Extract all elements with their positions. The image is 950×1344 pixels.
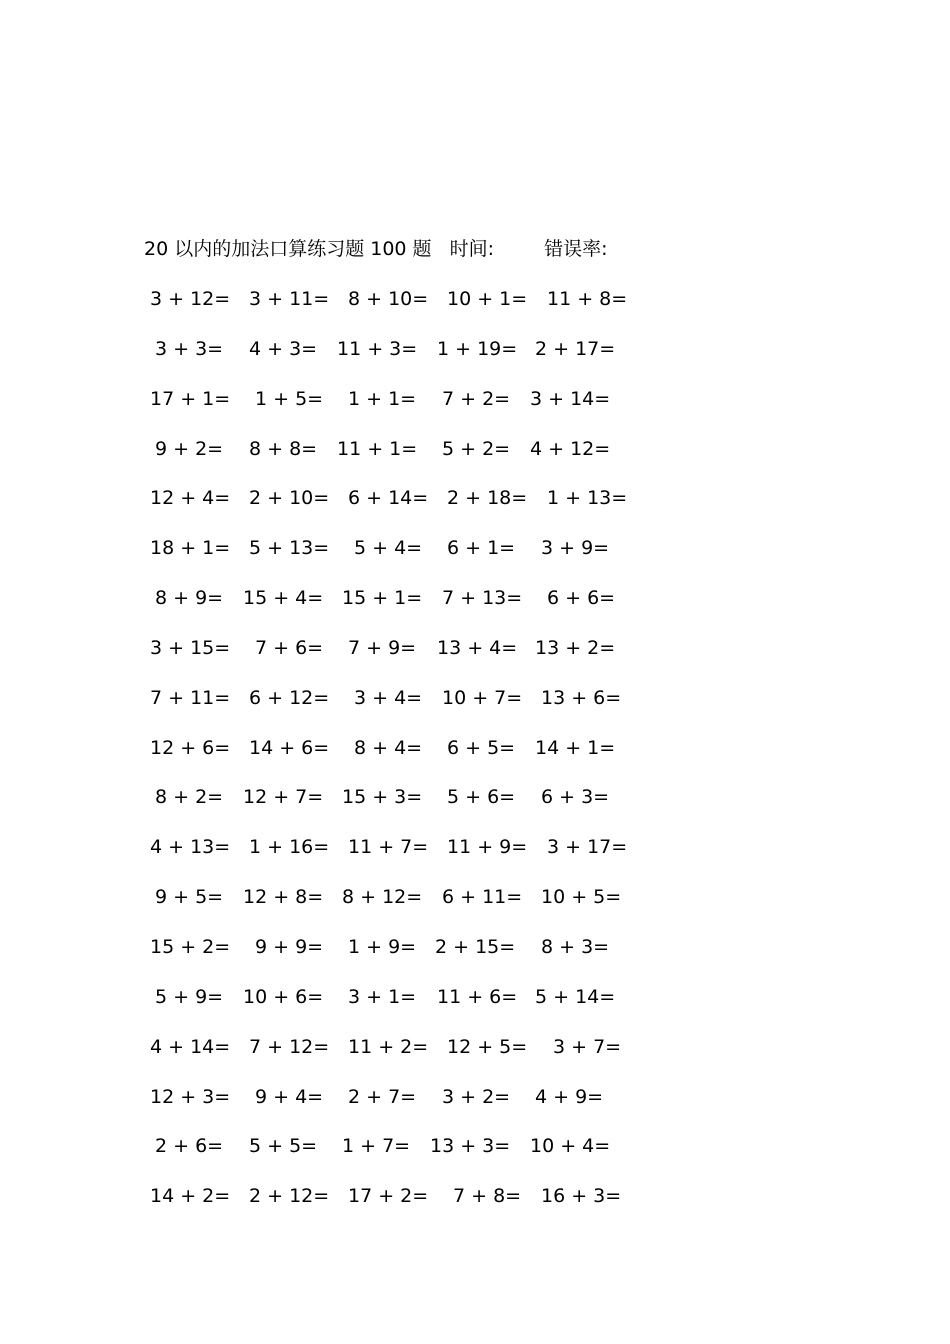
- problem-grid: [146, 286, 666, 1233]
- problem-item: 4 + 3=: [249, 337, 318, 360]
- problem-row: [146, 635, 666, 685]
- problem-item: 6 + 11=: [442, 886, 523, 909]
- problem-item: 4 + 9=: [535, 1085, 604, 1108]
- problem-item: 4 + 12=: [530, 437, 611, 460]
- time-label: 时间:: [449, 238, 495, 260]
- problem-item: 1 + 19=: [437, 337, 518, 360]
- problem-item: 9 + 9=: [255, 935, 324, 958]
- problem-item: 6 + 5=: [447, 736, 516, 759]
- problem-item: 13 + 6=: [541, 686, 622, 709]
- problem-item: 15 + 2=: [150, 935, 231, 958]
- problem-row: [146, 1183, 666, 1233]
- problem-item: 12 + 5=: [447, 1035, 528, 1058]
- problem-item: 1 + 5=: [255, 387, 324, 410]
- problem-row: [146, 934, 666, 984]
- problem-item: 6 + 1=: [447, 537, 516, 560]
- problem-item: 10 + 5=: [541, 886, 622, 909]
- problem-row: [146, 1084, 666, 1134]
- problem-row: [146, 884, 666, 934]
- worksheet-header: [144, 236, 607, 262]
- problem-item: 17 + 2=: [348, 1185, 429, 1208]
- problem-row: [146, 784, 666, 834]
- problem-item: 7 + 2=: [442, 387, 511, 410]
- problem-item: 1 + 13=: [547, 487, 628, 510]
- problem-item: 3 + 1=: [348, 985, 417, 1008]
- problem-item: 7 + 6=: [255, 636, 324, 659]
- problem-item: 5 + 9=: [155, 985, 224, 1008]
- problem-item: 8 + 4=: [354, 736, 423, 759]
- problem-item: 1 + 7=: [342, 1135, 411, 1158]
- problem-item: 1 + 9=: [348, 935, 417, 958]
- problem-row: [146, 984, 666, 1034]
- problem-item: 7 + 12=: [249, 1035, 330, 1058]
- problem-item: 3 + 7=: [553, 1035, 622, 1058]
- problem-row: [146, 535, 666, 585]
- problem-row: [146, 685, 666, 735]
- problem-item: 12 + 3=: [150, 1085, 231, 1108]
- problem-item: 11 + 1=: [337, 437, 418, 460]
- worksheet-title: 20 以内的加法口算练习题 100 题: [144, 238, 432, 260]
- problem-item: 5 + 14=: [535, 985, 616, 1008]
- problem-item: 10 + 6=: [243, 985, 324, 1008]
- problem-item: 3 + 12=: [150, 288, 231, 310]
- problem-item: 5 + 2=: [442, 437, 511, 460]
- problem-item: 12 + 6=: [150, 736, 231, 759]
- problem-item: 9 + 4=: [255, 1085, 324, 1108]
- problem-item: 2 + 15=: [435, 935, 516, 958]
- problem-item: 9 + 5=: [155, 886, 224, 909]
- problem-item: 7 + 11=: [150, 686, 231, 709]
- problem-item: 6 + 6=: [547, 587, 616, 610]
- problem-item: 11 + 8=: [547, 288, 628, 310]
- problem-item: 3 + 11=: [249, 288, 330, 310]
- problem-row: [146, 1133, 666, 1183]
- problem-item: 8 + 9=: [155, 587, 224, 610]
- problem-item: 13 + 4=: [437, 636, 518, 659]
- problem-item: 12 + 8=: [243, 886, 324, 909]
- problem-item: 5 + 6=: [447, 786, 516, 809]
- problem-item: 2 + 12=: [249, 1185, 330, 1208]
- problem-item: 3 + 3=: [155, 337, 224, 360]
- problem-item: 7 + 9=: [348, 636, 417, 659]
- problem-item: 1 + 16=: [249, 836, 330, 859]
- problem-item: 2 + 6=: [155, 1135, 224, 1158]
- problem-item: 3 + 14=: [530, 387, 611, 410]
- problem-item: 9 + 2=: [155, 437, 224, 460]
- problem-item: 2 + 7=: [348, 1085, 417, 1108]
- problem-item: 10 + 1=: [447, 288, 528, 310]
- problem-item: 8 + 8=: [249, 437, 318, 460]
- problem-row: [146, 286, 666, 336]
- problem-item: 8 + 12=: [342, 886, 423, 909]
- problem-item: 13 + 2=: [535, 636, 616, 659]
- problem-item: 8 + 2=: [155, 786, 224, 809]
- problem-row: [146, 386, 666, 436]
- problem-item: 14 + 1=: [535, 736, 616, 759]
- problem-row: [146, 336, 666, 386]
- problem-item: 8 + 3=: [541, 935, 610, 958]
- problem-item: 14 + 6=: [249, 736, 330, 759]
- problem-item: 5 + 5=: [249, 1135, 318, 1158]
- problem-item: 10 + 7=: [442, 686, 523, 709]
- problem-item: 3 + 4=: [354, 686, 423, 709]
- problem-item: 16 + 3=: [541, 1185, 622, 1208]
- problem-item: 5 + 4=: [354, 537, 423, 560]
- problem-row: [146, 485, 666, 535]
- problem-item: 2 + 10=: [249, 487, 330, 510]
- problem-row: [146, 585, 666, 635]
- problem-item: 15 + 4=: [243, 587, 324, 610]
- problem-item: 18 + 1=: [150, 537, 231, 560]
- problem-item: 14 + 2=: [150, 1185, 231, 1208]
- problem-item: 10 + 4=: [530, 1135, 611, 1158]
- problem-item: 7 + 13=: [442, 587, 523, 610]
- problem-row: [146, 1034, 666, 1084]
- problem-item: 3 + 2=: [442, 1085, 511, 1108]
- problem-item: 11 + 6=: [437, 985, 518, 1008]
- problem-item: 6 + 3=: [541, 786, 610, 809]
- problem-item: 3 + 15=: [150, 636, 231, 659]
- problem-item: 4 + 13=: [150, 836, 231, 859]
- problem-item: 11 + 7=: [348, 836, 429, 859]
- problem-item: 12 + 4=: [150, 487, 231, 510]
- problem-row: [146, 834, 666, 884]
- problem-item: 15 + 1=: [342, 587, 423, 610]
- error-rate-label: 错误率:: [544, 238, 608, 260]
- problem-item: 11 + 2=: [348, 1035, 429, 1058]
- problem-item: 11 + 9=: [447, 836, 528, 859]
- problem-item: 12 + 7=: [243, 786, 324, 809]
- problem-item: 8 + 10=: [348, 288, 429, 310]
- problem-item: 11 + 3=: [337, 337, 418, 360]
- problem-item: 4 + 14=: [150, 1035, 231, 1058]
- problem-item: 7 + 8=: [453, 1185, 522, 1208]
- problem-item: 6 + 14=: [348, 487, 429, 510]
- problem-item: 5 + 13=: [249, 537, 330, 560]
- problem-row: [146, 735, 666, 785]
- problem-item: 6 + 12=: [249, 686, 330, 709]
- problem-item: 2 + 17=: [535, 337, 616, 360]
- problem-item: 3 + 9=: [541, 537, 610, 560]
- problem-item: 17 + 1=: [150, 387, 231, 410]
- problem-item: 3 + 17=: [547, 836, 628, 859]
- problem-row: [146, 436, 666, 486]
- problem-item: 15 + 3=: [342, 786, 423, 809]
- problem-item: 13 + 3=: [430, 1135, 511, 1158]
- problem-item: 2 + 18=: [447, 487, 528, 510]
- problem-item: 1 + 1=: [348, 387, 417, 410]
